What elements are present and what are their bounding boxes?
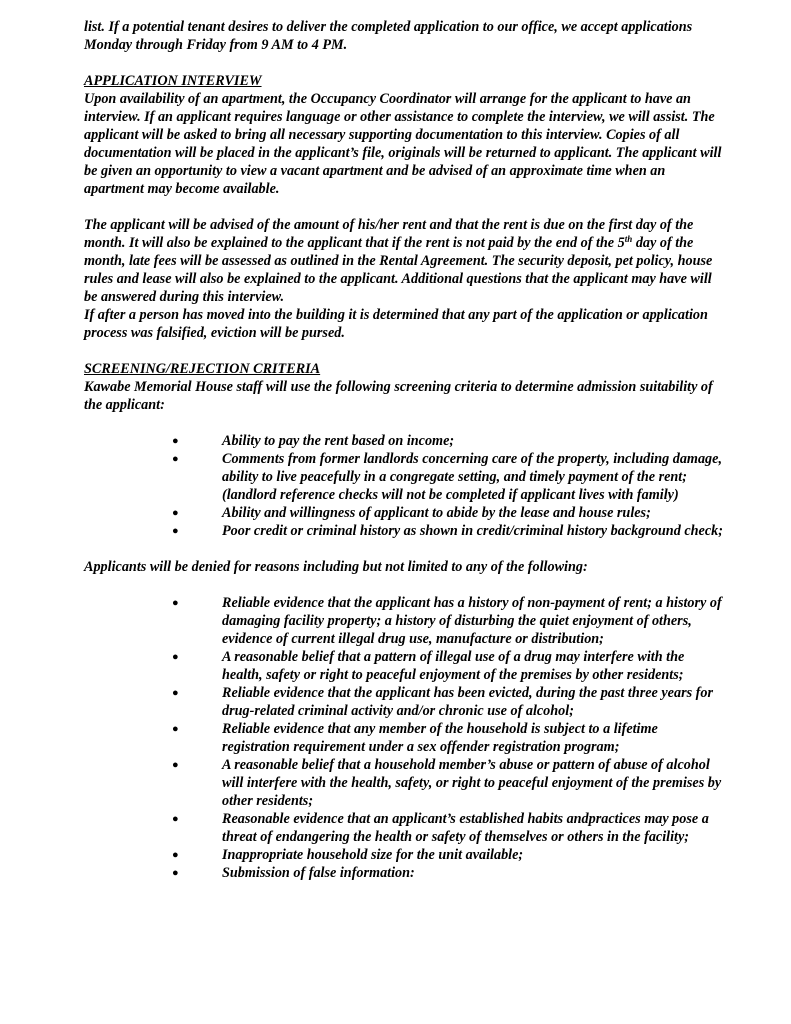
denial-intro: Applicants will be denied for reasons including but not limited to any of the following: [84, 559, 588, 575]
bullet-icon: ● [172, 723, 179, 735]
spacer [84, 576, 724, 594]
list-item-text: Reasonable evidence that an applicant’s established habits andpractices may pose a threat of endangering the health or safety of themselves or others in the facility; [222, 811, 709, 845]
bullet-icon: ● [172, 597, 179, 609]
list-item [84, 648, 724, 684]
bullet-icon: ● [172, 525, 179, 537]
list-item [84, 594, 724, 648]
rent-paragraph [84, 216, 724, 306]
screening-intro: Kawabe Memorial House staff will use the following screening criteria to determine admission suitability of the applicant: [84, 379, 713, 413]
falsified-paragraph: If after a person has moved into the building it is determined that any part of the application or application process was falsified, eviction will be pursed. [84, 307, 708, 341]
document-page [84, 18, 724, 882]
list-item [84, 684, 724, 720]
list-item-text: Inappropriate household size for the unit available; [222, 847, 524, 863]
spacer [84, 54, 724, 72]
list-item [84, 522, 724, 540]
list-item-text: A reasonable belief that a household member’s abuse or pattern of abuse of alcohol will interfere with the health, safety, or right to peaceful enjoyment of the premises by other residents; [222, 757, 722, 809]
list-item [84, 756, 724, 810]
spacer [84, 414, 724, 432]
intro-paragraph: list. If a potential tenant desires to deliver the completed application to our office, we accept applications Monday through Friday from 9 AM to 4 PM. [84, 19, 693, 53]
bullet-icon: ● [172, 435, 179, 447]
screening-heading: SCREENING/REJECTION CRITERIA [84, 361, 321, 377]
bullet-icon: ● [172, 813, 179, 825]
list-item [84, 432, 724, 450]
interview-heading: APPLICATION INTERVIEW [84, 73, 262, 89]
list-item-text: Submission of false information: [222, 865, 415, 881]
bullet-icon: ● [172, 453, 179, 465]
spacer [84, 198, 724, 216]
screening-criteria-list [84, 432, 724, 540]
list-item-text: Reliable evidence that the applicant has been evicted, during the past three years for drug-related criminal activity and/or chronic use of alcohol; [222, 685, 713, 719]
list-item [84, 504, 724, 522]
bullet-icon: ● [172, 849, 179, 861]
bullet-icon: ● [172, 867, 179, 879]
list-item [84, 450, 724, 504]
bullet-icon: ● [172, 507, 179, 519]
list-item [84, 810, 724, 846]
rent-text-part1: The applicant will be advised of the amount of his/her rent and that the rent is due on the first day of the month. It will also be explained to the applicant that if the rent is not paid by the end of the 5 [84, 217, 694, 251]
spacer [84, 342, 724, 360]
rent-text-part2: day of the month, late fees will be assessed as outlined in the Rental Agreement. The security deposit, pet policy, house rules and lease will also be explained to the applicant. Additional questions that the applicant may have will be answered during this interview. [84, 235, 713, 305]
list-item [84, 864, 724, 882]
list-item-text: Reliable evidence that the applicant has a history of non-payment of rent; a history of damaging facility property; a history of disturbing the quiet enjoyment of others, evidence of current illegal drug use, manufacture or distribution; [222, 595, 722, 647]
list-item-text: Reliable evidence that any member of the household is subject to a lifetime registration requirement under a sex offender registration program; [222, 721, 658, 755]
list-item-text: Comments from former landlords concerning care of the property, including damage, ability to live peacefully in a congregate setting, and timely payment of the rent;(landlord reference checks will not be completed if applicant lives with family) [222, 451, 722, 503]
interview-paragraph: Upon availability of an apartment, the Occupancy Coordinator will arrange for the applicant to have an interview. If an applicant requires language or other assistance to complete the interview, we will assist. The applicant will be asked to bring all necessary supporting documentation to this interview. Copies of all documentation will be placed in the applicant’s file, originals will be returned to applicant. The applicant will be given an opportunity to view a vacant apartment and be advised of an approximate time when an apartment may become available. [84, 91, 722, 197]
list-item [84, 720, 724, 756]
rent-ordinal-suffix: th [624, 234, 633, 244]
list-item-text: Ability to pay the rent based on income; [222, 433, 455, 449]
spacer [84, 540, 724, 558]
denial-reasons-list [84, 594, 724, 882]
list-item-text: Poor credit or criminal history as shown in credit/criminal history background check; [222, 523, 723, 539]
list-item [84, 846, 724, 864]
bullet-icon: ● [172, 651, 179, 663]
list-item-text: A reasonable belief that a pattern of illegal use of a drug may interfere with the health, safety or right to peaceful enjoyment of the premises by other residents; [222, 649, 685, 683]
bullet-icon: ● [172, 759, 179, 771]
list-item-text: Ability and willingness of applicant to abide by the lease and house rules; [222, 505, 651, 521]
bullet-icon: ● [172, 687, 179, 699]
